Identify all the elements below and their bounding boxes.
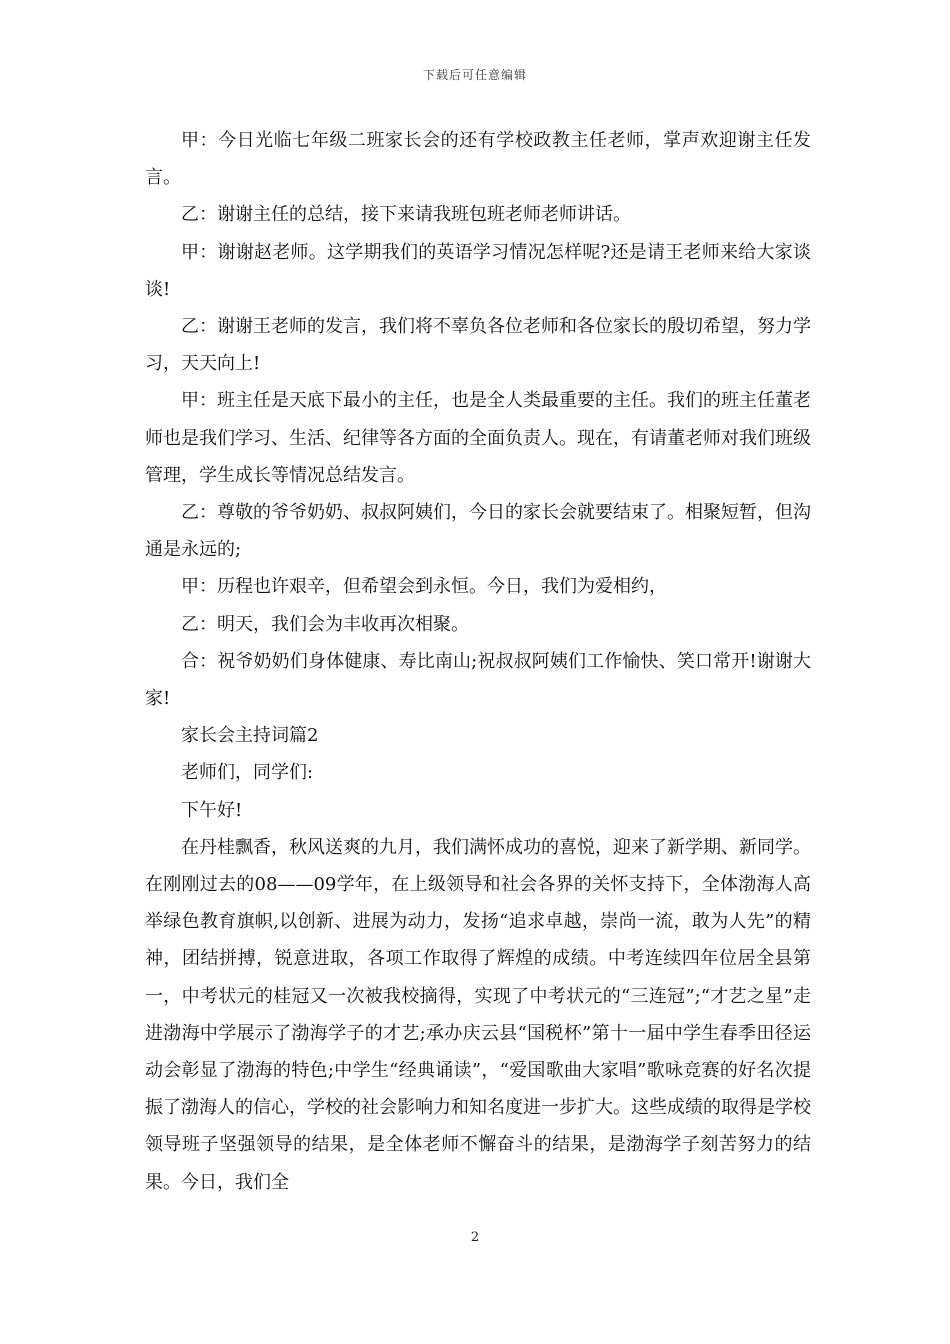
- salutation: 老师们，同学们:: [181, 762, 314, 784]
- page-number: 2: [470, 1230, 480, 1245]
- paragraph: 乙：谢谢王老师的发言，我们将不辜负各位老师和各位家长的殷切希望，努力学习，天天向上!: [145, 316, 811, 375]
- paragraph: 甲：历程也许艰辛，但希望会到永恒。今日，我们为爱相约，: [181, 576, 667, 598]
- greeting: 下午好!: [181, 799, 243, 821]
- paragraph: 在丹桂飘香，秋风送爽的九月，我们满怀成功的喜悦，迎来了新学期、新同学。在刚刚过去的08——09学年，在上级领导和社会各界的关怀支持下，全体渤海人高举绿色教育旗帜,以创新、进展为动力，发扬“追求卓越，崇尚一流，敢为人先”的精神，团结拼搏，锐意进取，各项工作取得了辉煌的成绩。中考连续四年位居全县第一，中考状元的桂冠又一次被我校摘得，实现了中考状元的“三连冠”;“才艺之星”走进渤海中学展示了渤海学子的才艺;承办庆云县“国税杯”第十一届中学生春季田径运动会彰显了渤海的特色;中学生“经典诵读”，“爱国歌曲大家唱”歌咏竞赛的好名次提振了渤海人的信心，学校的社会影响力和知名度进一步扩大。这些成绩的取得是学校领导班子坚强领导的结果，是全体老师不懈奋斗的结果，是渤海学子刻苦努力的结果。今日，我们全: [145, 836, 811, 1193]
- paragraph: 合：祝爷奶奶们身体健康、寿比南山;祝叔叔阿姨们工作愉快、笑口常开!谢谢大家!: [145, 650, 811, 710]
- section-heading: 家长会主持词篇2: [181, 725, 319, 747]
- paragraph: 甲：谢谢赵老师。这学期我们的英语学习情况怎样呢?还是请王老师来给大家谈谈!: [145, 241, 811, 300]
- document-body: [145, 122, 811, 1201]
- page-header: 下载后可任意编辑: [422, 68, 527, 82]
- paragraph: 甲：班主任是天底下最小的主任，也是全人类最重要的主任。我们的班主任董老师也是我们学习、生活、纪律等各方面的全面负责人。现在，有请董老师对我们班级管理，学生成长等情况总结发言。: [145, 390, 811, 486]
- paragraph: 甲：今日光临七年级二班家长会的还有学校政教主任老师，掌声欢迎谢主任发言。: [145, 130, 811, 189]
- paragraph: 乙：谢谢主任的总结，接下来请我班包班老师老师讲话。: [181, 204, 631, 226]
- paragraph: 乙：尊敬的爷爷奶奶、叔叔阿姨们，今日的家长会就要结束了。相聚短暂，但沟通是永远的;: [145, 502, 811, 561]
- paragraph: 乙：明天，我们会为丰收再次相聚。: [181, 613, 469, 635]
